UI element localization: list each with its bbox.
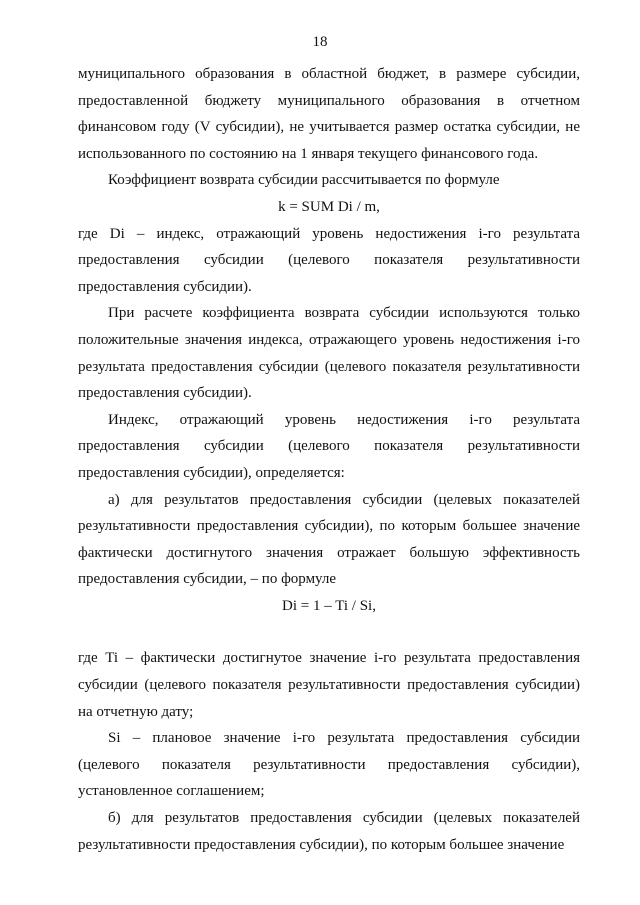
paragraph-di-definition: где Di – индекс, отражающий уровень недостижения i-го результата предоставления субсидии (целевого показателя результативности предоставления субсидии). bbox=[78, 225, 580, 295]
paragraph-index-determination: Индекс, отражающий уровень недостижения i-го результата предоставления субсидии (целевого показателя результативности предоставления субсидии), определяется: bbox=[78, 411, 580, 481]
document-body bbox=[78, 61, 580, 858]
page-number: 18 bbox=[312, 34, 328, 50]
paragraph-positive-values: При расчете коэффициента возврата субсидии используются только положительные значения индекса, отражающего уровень недостижения i-го результата предоставления субсидии (целевого показателя результативности предоставления субсидии). bbox=[78, 305, 580, 402]
paragraph-case-a: а) для результатов предоставления субсидии (целевых показателей результативности предоставления субсидии), по которым большее значение фактически достигнутого значения отражает большую эффективность предоставления субсидии, – по формуле bbox=[78, 491, 580, 588]
formula-return-coefficient: k = SUM Di / m, bbox=[278, 198, 380, 215]
formula-di: Di = 1 – Ti / Si, bbox=[282, 597, 376, 614]
paragraph-continuation: муниципального образования в областной бюджет, в размере субсидии, предоставленной бюджету муниципального образования в отчетном финансовом году (V субсидии), не учитывается размер остатка субсидии, не использованного по состоянию на 1 января текущего финансового года. bbox=[78, 66, 580, 162]
paragraph-si-definition: Si – плановое значение i-го результата предоставления субсидии (целевого показателя результативности предоставления субсидии), установленное соглашением; bbox=[78, 730, 580, 800]
paragraph-case-b: б) для результатов предоставления субсидии (целевых показателей результативности предоставления субсидии), по которым большее значение bbox=[78, 810, 580, 853]
paragraph-ti-definition: где Ti – фактически достигнутое значение i-го результата предоставления субсидии (целевого показателя результативности предоставления субсидии) на отчетную дату; bbox=[78, 650, 580, 720]
spacer bbox=[78, 619, 580, 645]
paragraph-return-coefficient: Коэффициент возврата субсидии рассчитывается по формуле bbox=[108, 172, 500, 189]
